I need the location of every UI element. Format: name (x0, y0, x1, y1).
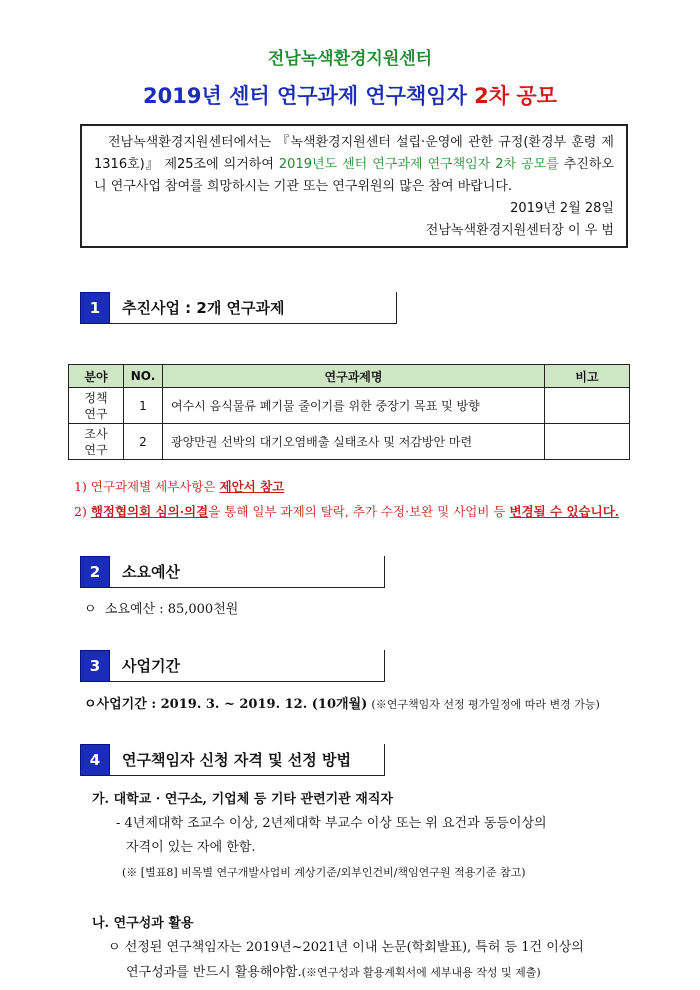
notice-text (94, 132, 614, 198)
section-title: 사업기간 (110, 650, 385, 682)
note-2-text: 을 통해 일부 과제의 탈락, 추가 수정·보완 및 사업비 등 (208, 504, 510, 519)
subsection-b-line1: ㅇ 선정된 연구책임자는 2019년~2021년 이내 논문(학회발표), 특허 등 1건 이상의 (108, 940, 584, 955)
subsection-a-line1: - 4년제대학 조교수 이상, 2년제대학 부교수 이상 또는 위 요건과 동등이상의 (116, 816, 547, 831)
title-main: 2019년 센터 연구과제 연구책임자 (143, 84, 475, 108)
table-row (69, 388, 630, 424)
table-cell-no: 2 (124, 424, 163, 460)
subsection-b-title: 나. 연구성과 활용 (92, 916, 194, 931)
table-cell-field: 조사 연구 (69, 424, 124, 460)
notice-signer: 전남녹색환경지원센터장 이 우 범 (425, 223, 614, 238)
table-cell-name: 여수시 음식물류 폐기물 줄이기를 위한 중장기 목표 및 방향 (163, 388, 545, 424)
organization-name: 전남녹색환경지원센터 (267, 49, 433, 69)
notice-box (80, 124, 628, 248)
table-cell-field: 정책 연구 (69, 388, 124, 424)
table-cell-note (545, 424, 630, 460)
table-header: 분야 (69, 365, 124, 388)
subsection-b-text: 연구성과를 반드시 활용해야함. (126, 965, 302, 980)
period-line (84, 693, 600, 712)
table-header: NO. (124, 365, 163, 388)
section-number: 2 (80, 556, 110, 588)
budget-line (84, 598, 238, 617)
title-highlight: 2차 공모 (474, 84, 557, 108)
section-2-header (80, 556, 385, 588)
period-note: (※연구책임자 선정 평가일정에 따라 변경 가능) (371, 698, 600, 711)
section-number: 3 (80, 650, 110, 682)
subsection-a-line2: 자격이 있는 자에 한함. (126, 840, 256, 855)
section-3-header (80, 650, 385, 682)
section-title: 소요예산 (110, 556, 385, 588)
subsection-b-line2 (126, 961, 541, 980)
section-title: 추진사업 : 2개 연구과제 (110, 292, 397, 324)
subsection-a-title: 가. 대학교 · 연구소, 기업체 등 기타 관련기관 재직자 (92, 792, 393, 807)
table-header: 연구과제명 (163, 365, 545, 388)
notice-text-highlight: 2019년도 센터 연구과제 연구책임자 2차 공모를 (278, 157, 559, 172)
section-1-header (80, 292, 397, 324)
note-2-emphasis-b: 변경될 수 있습니다. (509, 504, 620, 519)
table-header-row (69, 365, 630, 388)
notice-text-b: 추진하오니 연구사업 참여를 희망하시는 기관 또는 연구위원의 많은 참여 바랍니다. (94, 157, 614, 194)
note-2 (74, 502, 619, 520)
note-1-emphasis: 제안서 참고 (219, 479, 285, 494)
table-header: 비고 (545, 365, 630, 388)
budget-text: 소요예산 : 85,000천원 (104, 602, 239, 617)
section-4-header (80, 744, 385, 776)
note-2-emphasis-a: 행정협의회 심의·의결 (90, 504, 209, 519)
page-title (0, 80, 700, 110)
table-cell-no: 1 (124, 388, 163, 424)
section-number: 4 (80, 744, 110, 776)
table-cell-note (545, 388, 630, 424)
project-table (68, 364, 630, 460)
note-1-text: 1) 연구과제별 세부사항은 (74, 479, 220, 494)
subsection-b-note: (※연구성과 활용계획서에 세부내용 작성 및 제출) (301, 966, 541, 979)
section-title: 연구책임자 신청 자격 및 선정 방법 (110, 744, 385, 776)
table-cell-name: 광양만권 선박의 대기오염배출 실태조사 및 저감방안 마련 (163, 424, 545, 460)
note-1 (74, 477, 284, 495)
table-row (69, 424, 630, 460)
section-number: 1 (80, 292, 110, 324)
notice-date: 2019년 2월 28일 (510, 201, 614, 216)
bullet: ㅇ (84, 602, 97, 617)
notice-text-a: 전남녹색환경지원센터에서는 『녹색환경지원센터 설립·운영에 관한 규정(환경부 훈령 제1316호)』 제25조에 의거하여 (94, 135, 614, 172)
subsection-a-reference: (※ [별표8] 비목별 연구개발사업비 계상기준/외부인건비/책임연구원 적용기준 참고) (122, 866, 526, 879)
note-2-prefix: 2) (74, 504, 91, 519)
period-text: ㅇ사업기간 : 2019. 3. ~ 2019. 12. (10개월) (84, 697, 368, 712)
